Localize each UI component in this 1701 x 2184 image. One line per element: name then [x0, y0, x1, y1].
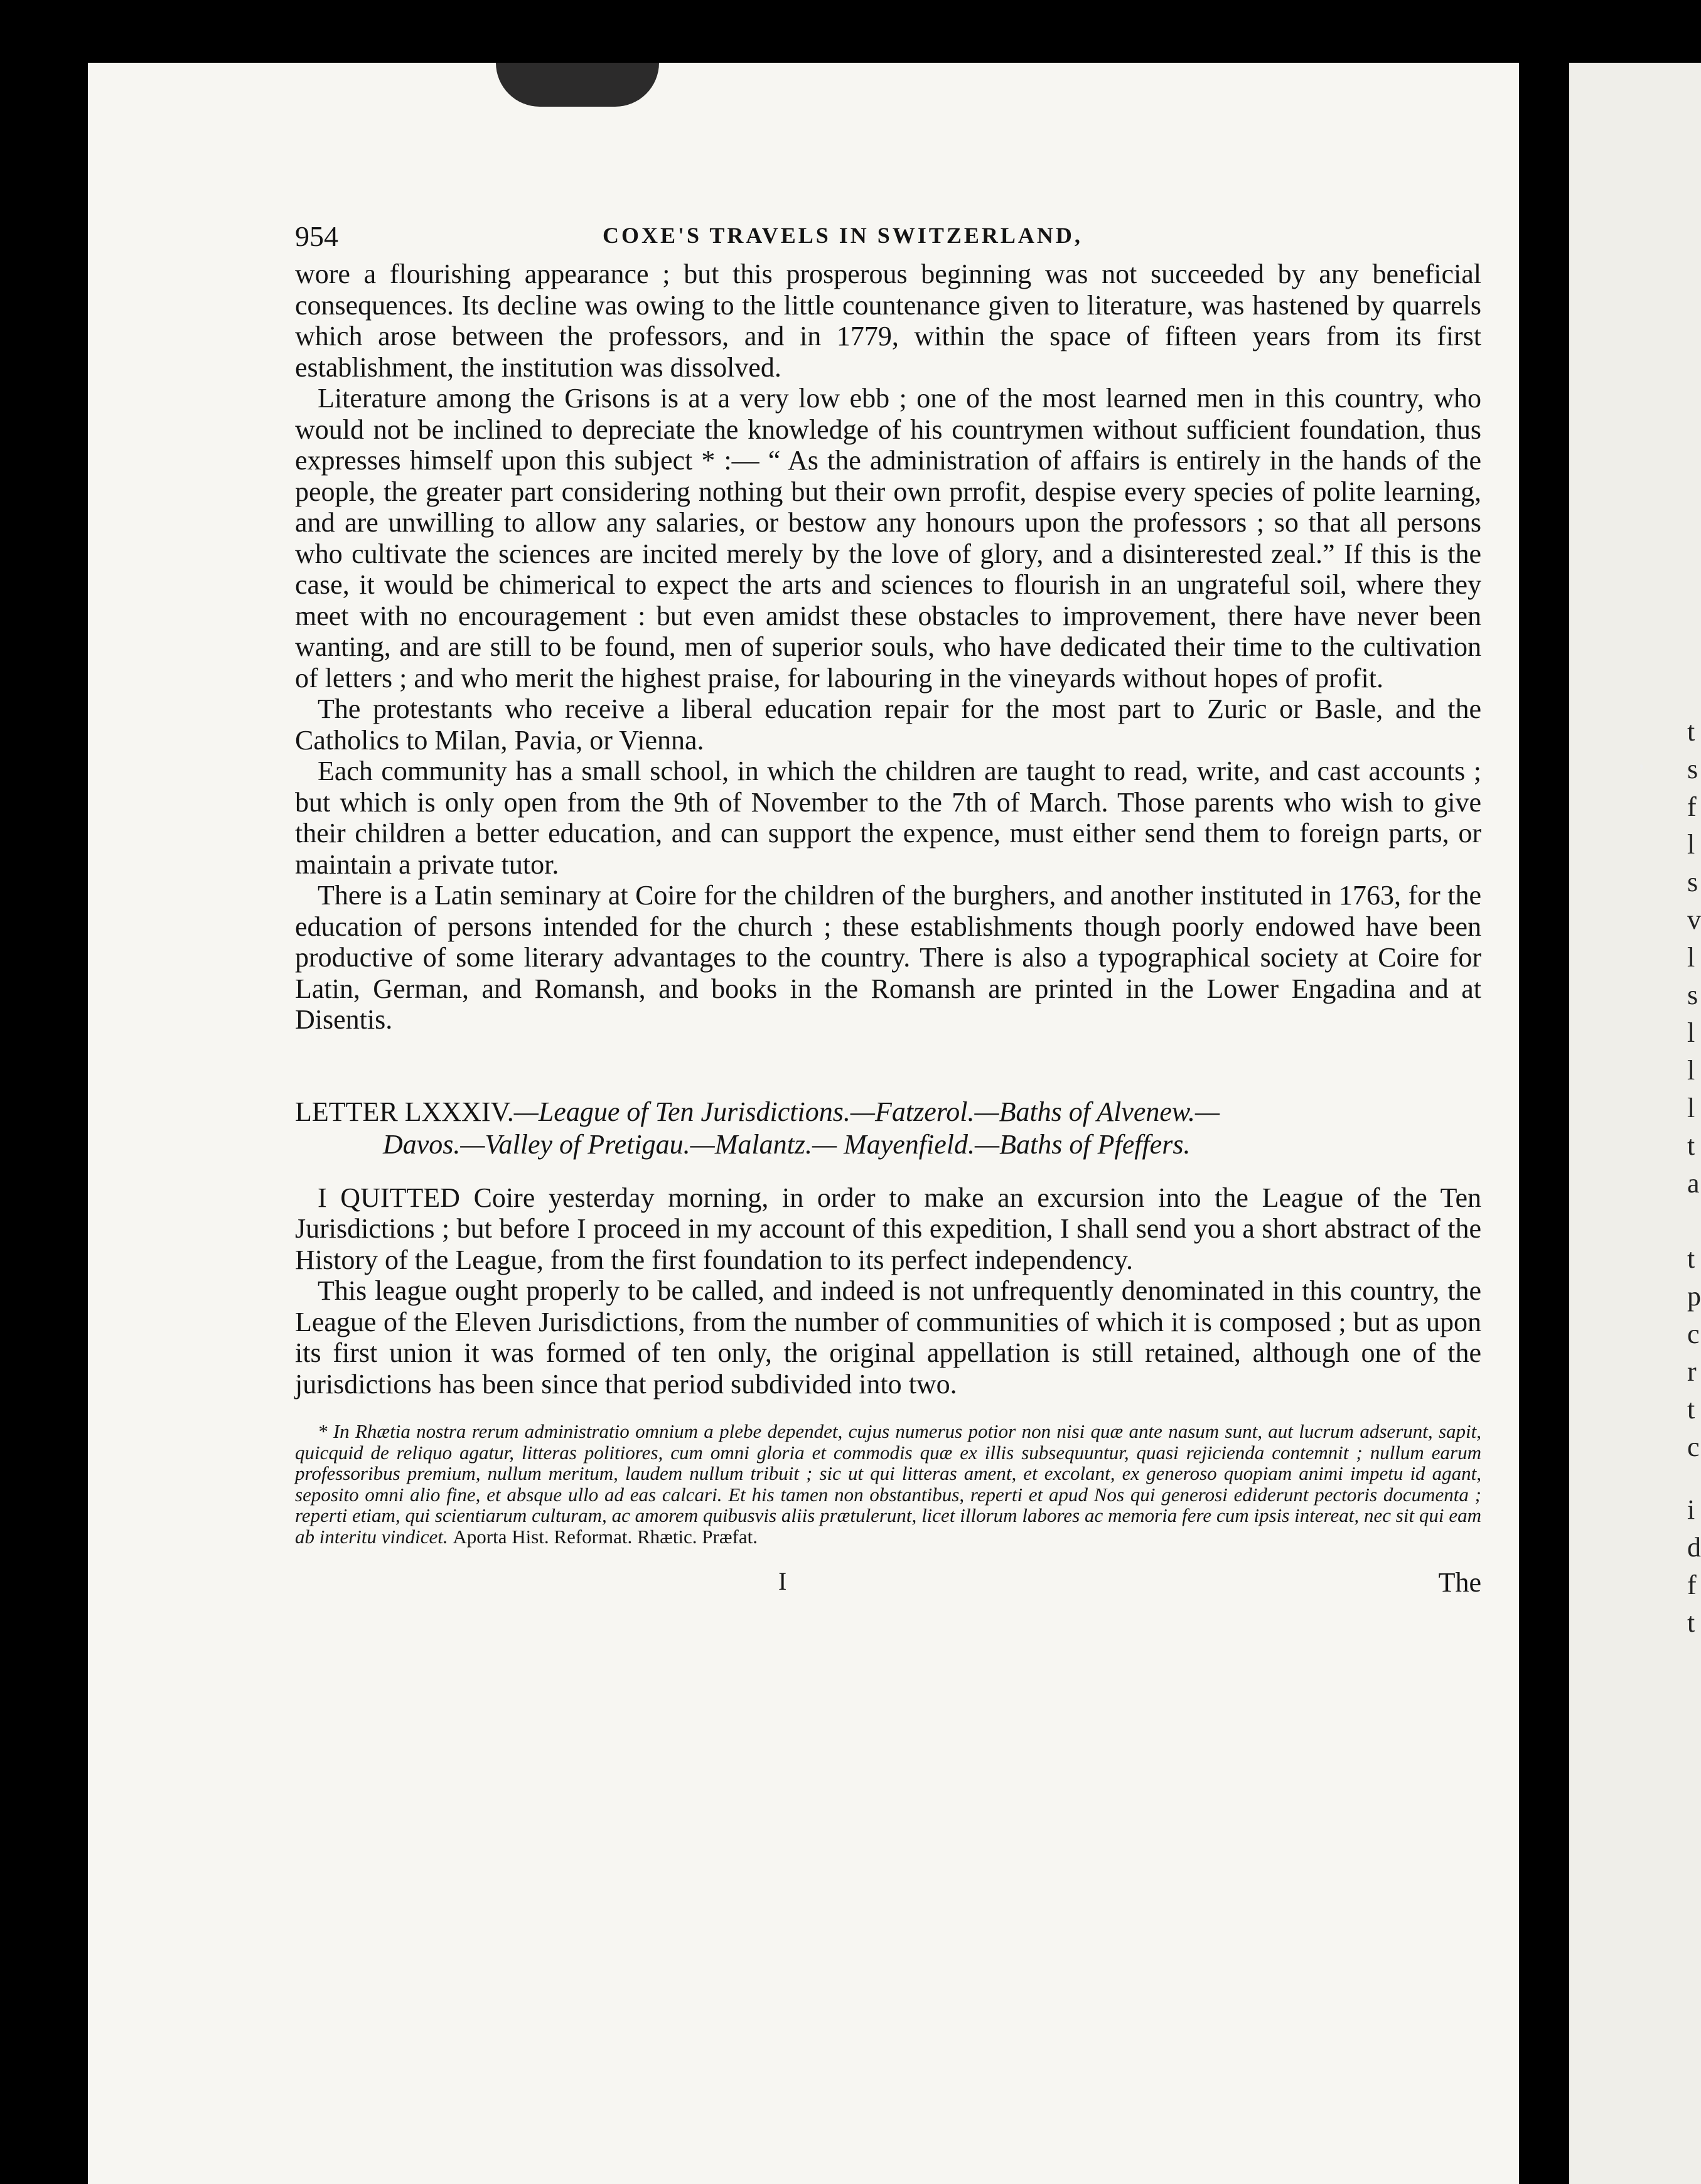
facing-page-letter: s — [1687, 867, 1698, 897]
page-number: 954 — [295, 220, 338, 252]
facing-page-letter: s — [1687, 754, 1698, 784]
paragraph: Literature among the Grisons is at a very low ebb ; one of the most learned men in this country, who would not be inclined to depreciate the knowledge of his countrymen without sufficient foundation, thus expresses himself upon this subject * :— “ As the administration of affairs is entirely in the hands of the people, the greater part considering nothing but their own prrofit, despise every species of polite learning, and are unwilling to allow any salaries, or bestow any honours upon the professors ; so that all persons who cultivate the sciences are incited merely by the love of glory, and a disinterested zeal.” If this is the case, it would be chimerical to expect the arts and sciences to flourish in an ungrateful soil, where they meet with no encouragement : but even amidst these obstacles to improvement, there have never been wanting, and are still to be found, men of superior souls, who have dedicated their time to the cultivation of letters ; and who merit the highest praise, for labouring in the vineyards without hopes of profit. — [295, 383, 1481, 693]
facing-page-letter: f — [1687, 791, 1697, 822]
facing-page-letter: l — [1687, 1093, 1695, 1123]
letter-heading — [295, 1096, 1481, 1161]
facing-page-letter: t — [1687, 1243, 1695, 1274]
facing-page-letter: v — [1687, 904, 1701, 935]
letter-number: LETTER LXXXIV. — [295, 1096, 514, 1127]
paragraph: wore a flourishing appearance ; but this prosperous beginning was not succeeded by any beneficial consequences. Its decline was owing to the little countenance given to literature, was hastened by quarrels which arose between the professors, and in 1779, within the space of fifteen years from its first establishment, the institution was dissolved. — [295, 259, 1481, 383]
page-content — [295, 220, 1481, 1598]
facing-page-letter: l — [1687, 1017, 1695, 1048]
page-footer — [295, 1566, 1481, 1598]
facing-page-letter: r — [1687, 1356, 1697, 1387]
facing-page-letter: p — [1687, 1281, 1701, 1312]
letter-heading-line-2: Davos.—Valley of Pretigau.—Malantz.— Mayenfield.—Baths of Pfeffers. — [383, 1128, 1191, 1160]
facing-page-letter: c — [1687, 1319, 1700, 1349]
footnote-source: Aporta Hist. Reformat. Rhætic. Præfat. — [453, 1525, 758, 1548]
facing-page-letter: l — [1687, 1055, 1695, 1086]
facing-page-letter: f — [1687, 1570, 1697, 1600]
paragraph: There is a Latin seminary at Coire for the children of the burghers, and another instituted in 1763, for the education of persons intended for the church ; these establishments though poorly endowed have been productive of some literary advantages to the country. There is also a typographical society at Coire for Latin, German, and Romansh, and books in the Romansh are printed in the Lower Engadina and at Disentis. — [295, 880, 1481, 1035]
paragraph: I QUITTED Coire yesterday morning, in order to make an excursion into the League of the Ten Jurisdictions ; but before I proceed in my account of this expedition, I shall send you a short abstract of the History of the League, from the first foundation to its perfect independency. — [295, 1182, 1481, 1275]
paragraph: Each community has a small school, in which the children are taught to read, write, and cast accounts ; but which is only open from the 9th of November to the 7th of March. Those parents who wish to give their children a better education, and can support the expence, must either send them to foreign parts, or maintain a private tutor. — [295, 756, 1481, 880]
paragraph: The protestants who receive a liberal education repair for the most part to Zuric or Basle, and the Catholics to Milan, Pavia, or Vienna. — [295, 693, 1481, 756]
facing-page-letter: a — [1687, 1168, 1700, 1199]
facing-page-letter: t — [1687, 1607, 1695, 1638]
scan-shadow — [496, 63, 659, 107]
facing-page-letter: t — [1687, 1394, 1695, 1425]
footnote-text: * In Rhætia nostra rerum administratio omnium a plebe dependet, cujus numerus potior non nisi quæ ante nasum sunt, aut lucrum adserunt, sapit, quicquid de reliquo agatur, litteras politiores, cum omni gloria et commodis quæ ex illis subsequuntur, quasi rejicienda contemnit ; nullum earum professoribus premium, nullum meritum, laudem nullum tribuit ; sic ut qui litteras ament, et excolant, ex generoso quopiam animi impetu id agant, seposito omni alio fine, et absque ullo ad eas calcari. Et his tamen non obstantibus, reperti et apud Nos qui generosi ediderunt pectoris documenta ; reperti etiam, qui scientiarum culturam, ac amorem quibusvis aliis prætulerunt, licet illorum labores ac memoria fere cum ipsis intereat, nec sit qui eam ab interitu vindicet. — [295, 1420, 1481, 1548]
catchword: The — [1438, 1567, 1481, 1598]
running-title: COXE'S TRAVELS IN SWITZERLAND, — [603, 223, 1083, 248]
facing-page-edge — [1569, 63, 1701, 2184]
facing-page-letter: d — [1687, 1532, 1701, 1563]
page-header — [295, 220, 1481, 257]
letter-body — [295, 1182, 1481, 1400]
letter-heading-line-1 — [295, 1096, 1481, 1128]
facing-page-letter: c — [1687, 1432, 1700, 1462]
signature-mark: I — [778, 1567, 787, 1595]
letter-topics-1: —League of Ten Jurisdictions.—Fatzerol.—Baths of Alvenew.— — [513, 1096, 1220, 1127]
facing-page-letter: s — [1687, 980, 1698, 1010]
footnote — [295, 1421, 1481, 1547]
book-page — [88, 63, 1519, 2184]
facing-page-letter: i — [1687, 1494, 1695, 1525]
paragraph: This league ought properly to be called, and indeed is not unfrequently denominated in this country, the League of the Eleven Jurisdictions, from the number of communities of which it is composed ; but as upon its first union it was formed of ten only, the original appellation is still retained, although one of the jurisdictions has been since that period subdivided into two. — [295, 1275, 1481, 1400]
facing-page-letter: l — [1687, 829, 1695, 860]
facing-page-letter: t — [1687, 716, 1695, 747]
facing-page-letter: l — [1687, 942, 1695, 973]
margin-mark: , — [1638, 744, 1645, 773]
facing-page-letter: t — [1687, 1130, 1695, 1161]
